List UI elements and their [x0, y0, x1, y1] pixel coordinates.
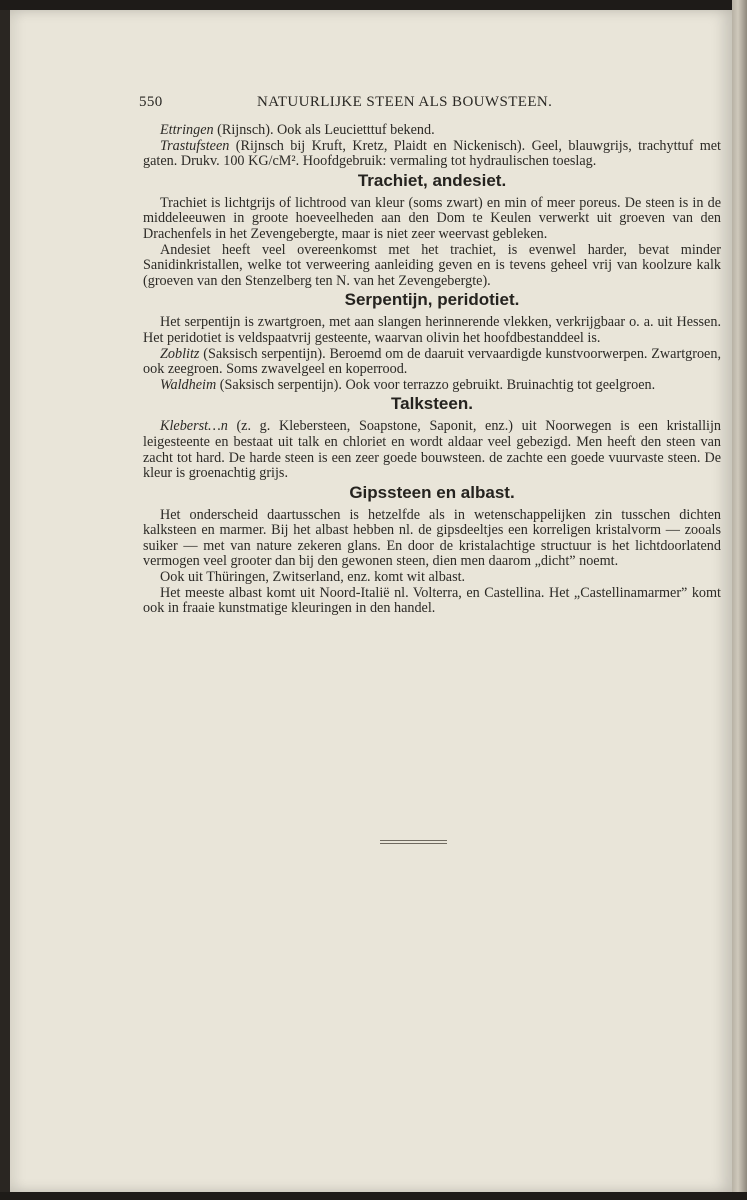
paragraph: Het meeste albast komt uit Noord-Italië nl. Volterra, en Castellina. Het „Castellinamarmer” komt ook in fraaie kunstmatige kleuringen in den handel. — [143, 584, 721, 617]
book-spine-edge — [732, 0, 747, 1200]
entry-name: Ettringen — [160, 122, 214, 138]
section-heading-serpentijn: Serpentijn, peridotiet. — [344, 290, 520, 310]
entry-zoblitz — [143, 347, 721, 378]
running-title: NATUURLIJKE STEEN ALS BOUWSTEEN. — [257, 94, 553, 110]
section-heading-gipssteen: Gipssteen en albast. — [349, 482, 515, 502]
entry-text: (Saksisch serpentijn). Beroemd om de daaruit vervaardigde kunstvoorwerpen. Zwartgroen, ook zeegroen. Soms zwavelgeel en koperrood. — [143, 345, 721, 378]
scan-top-edge — [0, 0, 747, 10]
paragraph: Het serpentijn is zwartgroen, met aan slangen herinnerende vlekken, verkrijgbaar o. a. uit Hessen. Het peridotiet is veldspaatvrij gesteente, waarvan olivin het hoofdbestanddeel is. — [143, 314, 721, 346]
page-body — [143, 123, 721, 617]
scan-bottom-edge — [0, 1192, 747, 1200]
page-number: 550 — [139, 94, 163, 110]
entry-ettringen — [143, 123, 721, 139]
entry-waldheim — [143, 378, 721, 394]
entry-text: (Rijnsch). Ook als Leucietttuf bekend. — [213, 122, 435, 138]
entry-name: Waldheim — [160, 376, 217, 393]
end-rule-divider — [380, 840, 447, 844]
running-header — [139, 94, 719, 114]
paragraph: Ook uit Thüringen, Zwitserland, enz. komt wit albast. — [160, 569, 466, 586]
entry-text: (z. g. Klebersteen, Soapstone, Saponit, enz.) uit Noorwegen is een kristallijn leigesteente en bestaat uit talk en chloriet en wordt aldaar veel gebezigd. Men heeft den steen van zacht tot hard. De harde steen is een zeer goede bouwsteen. de zachte een goede vuurvaste steen. De kleur is groenachtig grijs. — [143, 418, 721, 482]
paragraph: Andesiet heeft veel overeenkomst met het trachiet, is evenwel harder, bevat minder Sanidinkristallen, welke tot verweering aanleiding geven en is tevens geheel vrij van koolzure kalk (groeven van den Stenzelberg ten N. van het Zevengebergte). — [143, 241, 721, 289]
entry-klebersteen — [143, 419, 721, 481]
entry-text: (Rijnsch bij Kruft, Kretz, Plaidt en Nickenisch). Geel, blauwgrijs, trachyttuf met gaten. Drukv. 100 KG/cM². Hoofdgebruik: vermaling tot hydraulischen toeslag. — [143, 137, 721, 170]
entry-text: (Saksisch serpentijn). Ook voor terrazzo gebruikt. Bruinachtig tot geelgroen. — [216, 376, 656, 393]
entry-trastufsteen — [143, 139, 721, 170]
section-heading-talksteen: Talksteen. — [391, 394, 473, 414]
entry-name: Zoblitz — [160, 345, 200, 362]
section-heading-trachiet: Trachiet, andesiet. — [357, 170, 507, 190]
entry-name: Trastufsteen — [160, 137, 230, 154]
paragraph: Het onderscheid daartusschen is hetzelfde als in wetenschappelijken zin tusschen dichten kalksteen en marmer. Bij het albast hebben nl. de gipsdeeltjes een korreligen kristalvorm — zooals suiker — met van nature zekeren glans. En door de kristalachtige structuur is het lichtdoorlatend vermogen veel grooter dan bij den gewonen steen, dien men daarom „dicht” noemt. — [143, 506, 721, 570]
entry-name: Kleberst…n — [160, 418, 228, 435]
paragraph: Trachiet is lichtgrijs of lichtrood van kleur (soms zwart) en min of meer poreus. De steen is in de middeleeuwen in groote hoeveelheden aan den Dom te Keulen verwerkt uit groeven van den Drachenfels in het Zevengebergte, maar is niet zeer weervast gebleken. — [143, 194, 721, 242]
